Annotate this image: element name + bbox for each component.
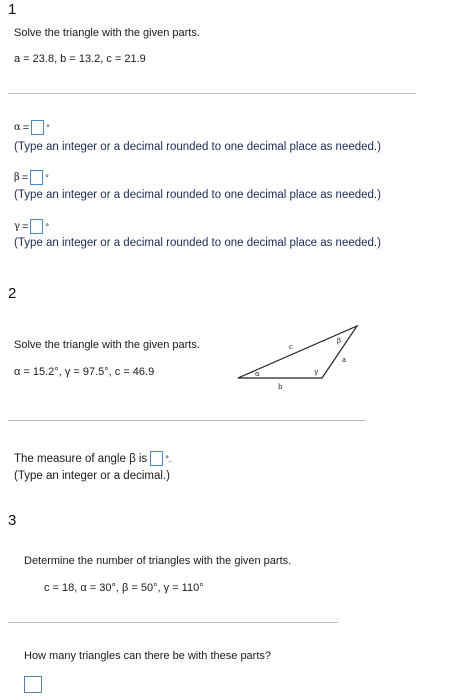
- question-3-question: How many triangles can there be with these parts?: [24, 650, 272, 662]
- beta-equals: =: [21, 171, 29, 184]
- angle-gamma-label: γ: [314, 368, 319, 376]
- beta-hint: (Type an integer or a decimal rounded to one decimal place as needed.): [14, 189, 381, 201]
- answer-alpha-row: [14, 120, 50, 135]
- gamma-symbol: γ: [14, 221, 20, 232]
- alpha-hint: (Type an integer or a decimal rounded to one decimal place as needed.): [14, 141, 381, 153]
- gamma-equals: =: [21, 220, 29, 233]
- question-3-prompt: Determine the number of triangles with the given parts.: [24, 555, 292, 567]
- beta-measure-row: [14, 451, 171, 466]
- alpha-degree-sign: °: [46, 122, 50, 133]
- answer-gamma-row: [14, 219, 49, 234]
- beta-answer-input[interactable]: [30, 170, 43, 185]
- beta-degree-sign: °: [45, 172, 49, 183]
- angle-beta-label: β: [337, 337, 342, 345]
- gamma-answer-input[interactable]: [30, 219, 43, 234]
- side-c-label: c: [289, 343, 293, 351]
- gamma-hint: (Type an integer or a decimal rounded to one decimal place as needed.): [14, 237, 381, 249]
- beta-measure-suffix: °.: [165, 453, 172, 464]
- triangle-diagram: [233, 322, 363, 392]
- triangle-count-input[interactable]: [24, 676, 42, 693]
- question-2-hint: (Type an integer or a decimal.): [14, 470, 170, 482]
- alpha-symbol: α: [14, 122, 21, 133]
- question-1-divider: [8, 93, 416, 94]
- question-2-prompt: Solve the triangle with the given parts.: [14, 339, 200, 351]
- beta-symbol: β: [14, 172, 20, 183]
- question-2-given: α = 15.2°, γ = 97.5°, c = 46.9: [14, 366, 155, 378]
- side-b-label: b: [278, 383, 283, 391]
- question-3-number: 3: [8, 512, 17, 529]
- gamma-degree-sign: °: [45, 221, 50, 232]
- question-1-prompt: Solve the triangle with the given parts.: [14, 27, 200, 39]
- beta-measure-prefix: The measure of angle β is: [14, 452, 148, 465]
- question-1-number: 1: [8, 1, 17, 18]
- angle-alpha-label: α: [255, 370, 260, 378]
- question-3-divider: [8, 622, 338, 623]
- question-2-divider: [8, 420, 366, 421]
- question-2-number: 2: [8, 285, 17, 302]
- beta-measure-input[interactable]: [150, 451, 163, 466]
- alpha-equals: =: [22, 121, 30, 134]
- side-a-label: a: [342, 356, 347, 364]
- answer-beta-row: [14, 170, 49, 185]
- alpha-answer-input[interactable]: [31, 120, 44, 135]
- question-3-given: c = 18, α = 30°, β = 50°, γ = 110°: [44, 582, 204, 594]
- question-1-given: a = 23.8, b = 13.2, c = 21.9: [14, 53, 146, 65]
